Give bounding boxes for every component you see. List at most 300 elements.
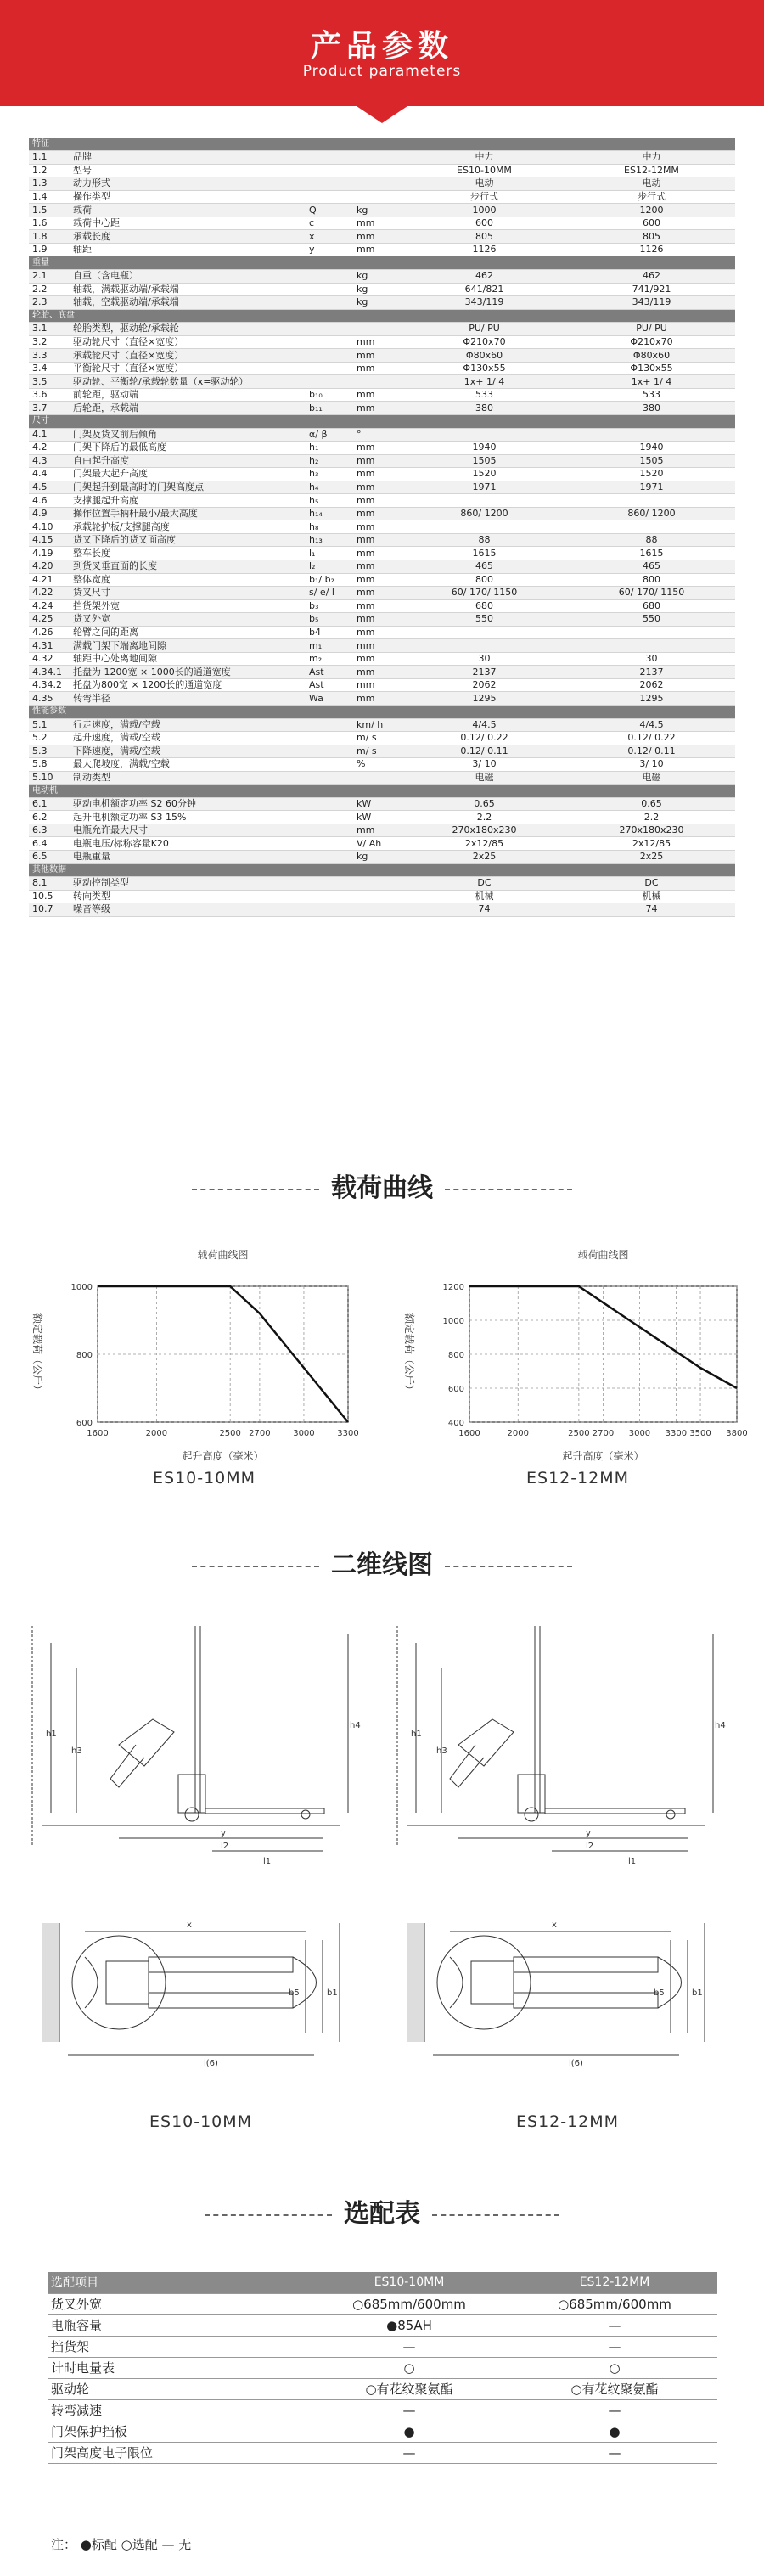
spec-cell-name: 货叉尺寸 bbox=[70, 587, 306, 600]
spec-cell-b: 680 bbox=[568, 599, 735, 613]
spec-cell-a bbox=[401, 494, 568, 508]
spec-section-header bbox=[29, 414, 735, 428]
spec-cell-a: 343/119 bbox=[401, 296, 568, 310]
spec-cell-name: 门架起升到最高时的门架高度点 bbox=[70, 481, 306, 494]
spec-cell-a bbox=[401, 639, 568, 653]
spec-cell-b: 1x+ 1/ 4 bbox=[568, 375, 735, 389]
spec-section-header bbox=[29, 256, 735, 270]
spec-cell-name: 转向类型 bbox=[70, 890, 306, 903]
spec-cell-unit: kW bbox=[353, 811, 401, 824]
spec-cell-b: ES12-12MM bbox=[568, 164, 735, 177]
spec-row bbox=[29, 824, 735, 837]
spec-section-header bbox=[29, 706, 735, 719]
spec-section-header bbox=[29, 863, 735, 877]
load-chart-es12 bbox=[380, 1240, 754, 1477]
spec-cell-unit: kg bbox=[353, 283, 401, 296]
spec-cell-name: 型号 bbox=[70, 164, 306, 177]
spec-cell-sym bbox=[306, 177, 353, 191]
spec-cell-unit: ° bbox=[353, 428, 401, 442]
spec-cell-b: 60/ 170/ 1150 bbox=[568, 587, 735, 600]
spec-cell-sym bbox=[306, 349, 353, 363]
options-cell: ● bbox=[306, 2421, 512, 2442]
options-cell: 转弯减速 bbox=[48, 2399, 306, 2421]
spec-cell-unit: mm bbox=[353, 573, 401, 587]
spec-cell-unit: kW bbox=[353, 797, 401, 811]
spec-row bbox=[29, 639, 735, 653]
spec-cell-sym: h₅ bbox=[306, 494, 353, 508]
spec-cell-sym bbox=[306, 718, 353, 732]
y-tick-label: 600 bbox=[447, 1385, 464, 1394]
spec-cell-name: 行走速度，满载/空载 bbox=[70, 718, 306, 732]
svg-text:h1: h1 bbox=[46, 1730, 57, 1739]
spec-cell-a: 4/4.5 bbox=[401, 718, 568, 732]
spec-cell-no: 4.1 bbox=[29, 428, 70, 442]
spec-cell-a: 0.12/ 0.11 bbox=[401, 745, 568, 758]
spec-cell-a: 电动 bbox=[401, 177, 568, 191]
spec-cell-a: 805 bbox=[401, 230, 568, 244]
spec-row bbox=[29, 718, 735, 732]
options-table bbox=[48, 2272, 717, 2464]
spec-cell-sym: Wa bbox=[306, 692, 353, 706]
spec-cell-unit: mm bbox=[353, 547, 401, 560]
spec-cell-unit: kg bbox=[353, 269, 401, 283]
spec-cell-a: ES10-10MM bbox=[401, 164, 568, 177]
spec-cell-unit bbox=[353, 771, 401, 785]
y-tick-label: 600 bbox=[76, 1419, 93, 1428]
spec-row bbox=[29, 362, 735, 375]
spec-cell-unit: mm bbox=[353, 243, 401, 256]
spec-cell-name: 前轮距，驱动端 bbox=[70, 388, 306, 402]
spec-cell-no: 3.5 bbox=[29, 375, 70, 389]
x-tick-label: 2000 bbox=[145, 1429, 168, 1438]
y-tick-label: 800 bbox=[76, 1351, 93, 1360]
spec-cell-b: 343/119 bbox=[568, 296, 735, 310]
options-legend: 注： ●标配 ○选配 — 无 bbox=[51, 2537, 192, 2552]
spec-row bbox=[29, 349, 735, 363]
spec-cell-no: 4.3 bbox=[29, 454, 70, 468]
spec-cell-no: 3.4 bbox=[29, 362, 70, 375]
options-header-cell: ES12-12MM bbox=[512, 2272, 717, 2293]
spec-cell-name: 驱动控制类型 bbox=[70, 877, 306, 891]
spec-cell-sym: b₅ bbox=[306, 613, 353, 627]
spec-cell-unit bbox=[353, 903, 401, 917]
y-axis-label: 额定载荷（公斤） bbox=[403, 1313, 415, 1396]
spec-cell-unit: mm bbox=[353, 666, 401, 679]
options-row bbox=[48, 2378, 717, 2399]
x-tick-label: 2500 bbox=[568, 1429, 590, 1438]
spec-row bbox=[29, 296, 735, 310]
options-cell: ○有花纹聚氨酯 bbox=[306, 2378, 512, 2399]
spec-cell-a: 550 bbox=[401, 613, 568, 627]
spec-cell-sym bbox=[306, 877, 353, 891]
x-tick-label: 2500 bbox=[219, 1429, 241, 1438]
spec-cell-unit: mm bbox=[353, 520, 401, 534]
svg-text:h4: h4 bbox=[715, 1721, 726, 1730]
spec-cell-name: 门架最大起升高度 bbox=[70, 468, 306, 481]
spec-row bbox=[29, 666, 735, 679]
spec-row bbox=[29, 797, 735, 811]
spec-cell-no: 3.2 bbox=[29, 335, 70, 349]
svg-text:y: y bbox=[586, 1829, 591, 1838]
options-header-cell: 选配项目 bbox=[48, 2272, 306, 2293]
spec-cell-no: 1.3 bbox=[29, 177, 70, 191]
spec-cell-a: 2062 bbox=[401, 678, 568, 692]
spec-cell-a: DC bbox=[401, 877, 568, 891]
svg-text:x: x bbox=[552, 1921, 557, 1930]
options-row bbox=[48, 2357, 717, 2378]
spec-cell-no: 2.2 bbox=[29, 283, 70, 296]
spec-row bbox=[29, 560, 735, 574]
spec-cell-no: 1.4 bbox=[29, 190, 70, 204]
spec-cell-no: 4.5 bbox=[29, 481, 70, 494]
spec-cell-b: Φ210x70 bbox=[568, 335, 735, 349]
spec-cell-no: 5.3 bbox=[29, 745, 70, 758]
options-cell: 电瓶容量 bbox=[48, 2314, 306, 2336]
spec-cell-a: 1971 bbox=[401, 481, 568, 494]
spec-row bbox=[29, 758, 735, 772]
spec-cell-b: Φ130x55 bbox=[568, 362, 735, 375]
spec-row bbox=[29, 335, 735, 349]
chart-title: 载荷曲线图 bbox=[197, 1249, 249, 1261]
spec-row bbox=[29, 204, 735, 217]
spec-cell-name: 载荷 bbox=[70, 204, 306, 217]
spec-row bbox=[29, 573, 735, 587]
spec-cell-b: 1505 bbox=[568, 454, 735, 468]
spec-row bbox=[29, 164, 735, 177]
spec-cell-no: 4.22 bbox=[29, 587, 70, 600]
spec-section-header bbox=[29, 785, 735, 798]
svg-text:h4: h4 bbox=[350, 1721, 361, 1730]
spec-cell-unit: m/ s bbox=[353, 732, 401, 745]
spec-cell-unit: mm bbox=[353, 639, 401, 653]
spec-row bbox=[29, 494, 735, 508]
spec-section-label: 特征 bbox=[29, 138, 735, 151]
spec-row bbox=[29, 877, 735, 891]
spec-cell-name: 门架及货叉前后倾角 bbox=[70, 428, 306, 442]
spec-cell-b: DC bbox=[568, 877, 735, 891]
spec-row bbox=[29, 811, 735, 824]
x-tick-label: 1600 bbox=[458, 1429, 480, 1438]
spec-cell-unit: mm bbox=[353, 217, 401, 230]
options-cell: ○685mm/600mm bbox=[512, 2293, 717, 2314]
svg-text:b1: b1 bbox=[327, 1988, 338, 1998]
spec-cell-unit bbox=[353, 190, 401, 204]
spec-cell-no: 10.5 bbox=[29, 890, 70, 903]
spec-cell-sym: h₈ bbox=[306, 520, 353, 534]
options-row bbox=[48, 2293, 717, 2314]
spec-cell-b: 800 bbox=[568, 573, 735, 587]
spec-cell-unit: mm bbox=[353, 468, 401, 481]
spec-cell-a: 3/ 10 bbox=[401, 758, 568, 772]
spec-cell-no: 3.7 bbox=[29, 402, 70, 415]
spec-cell-b: 1940 bbox=[568, 442, 735, 455]
spec-cell-b bbox=[568, 494, 735, 508]
spec-cell-name: 货叉下降后的货叉面高度 bbox=[70, 533, 306, 547]
side-view-es12 bbox=[390, 1617, 730, 1872]
y-tick-label: 400 bbox=[447, 1419, 464, 1428]
spec-row bbox=[29, 217, 735, 230]
spec-cell-no: 1.6 bbox=[29, 217, 70, 230]
spec-cell-no: 4.25 bbox=[29, 613, 70, 627]
x-axis-label: 起升高度（毫米） bbox=[182, 1450, 264, 1462]
spec-row bbox=[29, 468, 735, 481]
spec-cell-name: 驱动电机额定功率 S2 60分钟 bbox=[70, 797, 306, 811]
spec-section-label: 性能参数 bbox=[29, 706, 735, 719]
spec-cell-sym bbox=[306, 269, 353, 283]
spec-cell-sym bbox=[306, 851, 353, 864]
spec-section-label: 重量 bbox=[29, 256, 735, 270]
spec-cell-a: 2137 bbox=[401, 666, 568, 679]
spec-table bbox=[29, 138, 735, 917]
spec-cell-name: 满载门架下端离地间隙 bbox=[70, 639, 306, 653]
svg-text:b5: b5 bbox=[654, 1988, 665, 1998]
spec-cell-name: 最大爬坡度，满载/空载 bbox=[70, 758, 306, 772]
spec-cell-b: 步行式 bbox=[568, 190, 735, 204]
spec-cell-a: 1126 bbox=[401, 243, 568, 256]
spec-cell-sym: h₄ bbox=[306, 481, 353, 494]
spec-cell-unit: mm bbox=[353, 560, 401, 574]
spec-cell-a: 380 bbox=[401, 402, 568, 415]
spec-cell-unit: mm bbox=[353, 349, 401, 363]
spec-row bbox=[29, 626, 735, 639]
spec-cell-b bbox=[568, 520, 735, 534]
spec-section-header bbox=[29, 309, 735, 323]
options-cell: 门架保护挡板 bbox=[48, 2421, 306, 2442]
options-row bbox=[48, 2421, 717, 2442]
spec-row bbox=[29, 613, 735, 627]
spec-cell-a: 电磁 bbox=[401, 771, 568, 785]
spec-cell-a: 600 bbox=[401, 217, 568, 230]
spec-cell-a: 0.65 bbox=[401, 797, 568, 811]
y-tick-label: 1200 bbox=[442, 1283, 464, 1292]
spec-row bbox=[29, 547, 735, 560]
spec-cell-name: 动力形式 bbox=[70, 177, 306, 191]
spec-cell-unit: % bbox=[353, 758, 401, 772]
svg-text:h3: h3 bbox=[71, 1746, 82, 1756]
spec-cell-name: 驱动轮尺寸（直径×宽度） bbox=[70, 335, 306, 349]
spec-cell-sym: Ast bbox=[306, 678, 353, 692]
spec-cell-name: 轮胎类型，驱动轮/承载轮 bbox=[70, 323, 306, 336]
spec-cell-sym: x bbox=[306, 230, 353, 244]
spec-cell-a: 860/ 1200 bbox=[401, 507, 568, 520]
spec-cell-no: 5.1 bbox=[29, 718, 70, 732]
spec-cell-sym: s/ e/ l bbox=[306, 587, 353, 600]
spec-cell-a: 1x+ 1/ 4 bbox=[401, 375, 568, 389]
spec-cell-a: 1505 bbox=[401, 454, 568, 468]
spec-cell-a: 270x180x230 bbox=[401, 824, 568, 837]
spec-cell-unit: mm bbox=[353, 442, 401, 455]
x-tick-label: 2700 bbox=[249, 1429, 271, 1438]
svg-text:l(6): l(6) bbox=[569, 2059, 583, 2068]
spec-cell-name: 起升电机额定功率 S3 15% bbox=[70, 811, 306, 824]
spec-row bbox=[29, 533, 735, 547]
spec-cell-name: 制动类型 bbox=[70, 771, 306, 785]
spec-cell-sym bbox=[306, 190, 353, 204]
spec-cell-unit: mm bbox=[353, 599, 401, 613]
x-tick-label: 2000 bbox=[507, 1429, 529, 1438]
spec-cell-name: 托盘为 1200宽 × 1000长的通道宽度 bbox=[70, 666, 306, 679]
spec-row bbox=[29, 454, 735, 468]
chart-model-es10: ES10-10MM bbox=[153, 1469, 256, 1488]
spec-cell-b: 3/ 10 bbox=[568, 758, 735, 772]
spec-cell-sym bbox=[306, 732, 353, 745]
options-cell: — bbox=[512, 2336, 717, 2357]
spec-cell-a: Φ130x55 bbox=[401, 362, 568, 375]
spec-cell-no: 1.1 bbox=[29, 151, 70, 165]
spec-cell-b: 465 bbox=[568, 560, 735, 574]
spec-cell-unit: m/ s bbox=[353, 745, 401, 758]
spec-section-label: 尺寸 bbox=[29, 414, 735, 428]
spec-cell-a: Φ80x60 bbox=[401, 349, 568, 363]
spec-cell-sym: b₁₁ bbox=[306, 402, 353, 415]
spec-cell-a: 680 bbox=[401, 599, 568, 613]
spec-cell-unit: mm bbox=[353, 494, 401, 508]
svg-text:l2: l2 bbox=[221, 1842, 229, 1851]
spec-row bbox=[29, 890, 735, 903]
drawing-title: 二维线图 bbox=[0, 1544, 764, 1581]
spec-cell-sym: y bbox=[306, 243, 353, 256]
spec-cell-b: 380 bbox=[568, 402, 735, 415]
spec-row bbox=[29, 692, 735, 706]
spec-row bbox=[29, 837, 735, 851]
spec-cell-name: 电瓶重量 bbox=[70, 851, 306, 864]
spec-row bbox=[29, 190, 735, 204]
spec-row bbox=[29, 507, 735, 520]
spec-cell-a: 1940 bbox=[401, 442, 568, 455]
spec-cell-unit bbox=[353, 323, 401, 336]
spec-cell-unit: mm bbox=[353, 388, 401, 402]
options-cell: ○ bbox=[306, 2357, 512, 2378]
spec-cell-sym bbox=[306, 745, 353, 758]
svg-text:l(6): l(6) bbox=[204, 2059, 218, 2068]
spec-cell-a: 641/821 bbox=[401, 283, 568, 296]
spec-cell-unit: kg bbox=[353, 204, 401, 217]
svg-text:l1: l1 bbox=[263, 1857, 272, 1866]
spec-cell-no: 4.34.1 bbox=[29, 666, 70, 679]
spec-row bbox=[29, 177, 735, 191]
spec-cell-sym bbox=[306, 903, 353, 917]
spec-cell-sym bbox=[306, 151, 353, 165]
spec-cell-b: 600 bbox=[568, 217, 735, 230]
spec-row bbox=[29, 151, 735, 165]
spec-cell-a: 465 bbox=[401, 560, 568, 574]
spec-cell-unit bbox=[353, 877, 401, 891]
spec-cell-unit: mm bbox=[353, 652, 401, 666]
spec-cell-name: 操作位置手柄杆最小/最大高度 bbox=[70, 507, 306, 520]
spec-cell-b: 1615 bbox=[568, 547, 735, 560]
spec-cell-b: 550 bbox=[568, 613, 735, 627]
spec-cell-no: 4.31 bbox=[29, 639, 70, 653]
spec-cell-a: 88 bbox=[401, 533, 568, 547]
spec-cell-sym: b4 bbox=[306, 626, 353, 639]
spec-cell-name: 轴载，满载驱动端/承载端 bbox=[70, 283, 306, 296]
spec-cell-no: 3.3 bbox=[29, 349, 70, 363]
spec-cell-name: 整车长度 bbox=[70, 547, 306, 560]
spec-cell-unit: kg bbox=[353, 851, 401, 864]
spec-cell-no: 2.1 bbox=[29, 269, 70, 283]
y-tick-label: 1000 bbox=[442, 1317, 464, 1326]
spec-cell-unit bbox=[353, 177, 401, 191]
load-chart-es10 bbox=[8, 1240, 365, 1477]
spec-cell-no: 6.5 bbox=[29, 851, 70, 864]
spec-cell-unit: mm bbox=[353, 402, 401, 415]
spec-cell-name: 后轮距，承载端 bbox=[70, 402, 306, 415]
spec-row bbox=[29, 283, 735, 296]
spec-cell-b: 0.65 bbox=[568, 797, 735, 811]
top-view-es12 bbox=[399, 1889, 730, 2084]
spec-cell-sym bbox=[306, 164, 353, 177]
spec-cell-b: 0.12/ 0.22 bbox=[568, 732, 735, 745]
spec-cell-sym bbox=[306, 758, 353, 772]
spec-cell-b: 2137 bbox=[568, 666, 735, 679]
spec-cell-sym bbox=[306, 811, 353, 824]
options-header-cell: ES10-10MM bbox=[306, 2272, 512, 2293]
spec-cell-unit bbox=[353, 164, 401, 177]
spec-cell-sym: l₁ bbox=[306, 547, 353, 560]
header-banner bbox=[0, 0, 764, 127]
spec-cell-sym: m₁ bbox=[306, 639, 353, 653]
spec-cell-name: 转弯半径 bbox=[70, 692, 306, 706]
spec-cell-name: 自由起升高度 bbox=[70, 454, 306, 468]
spec-cell-a: 2x25 bbox=[401, 851, 568, 864]
options-cell: — bbox=[512, 2314, 717, 2336]
x-tick-label: 1600 bbox=[87, 1429, 109, 1438]
spec-cell-unit: mm bbox=[353, 507, 401, 520]
spec-cell-name: 起升速度，满载/空载 bbox=[70, 732, 306, 745]
spec-cell-unit: mm bbox=[353, 230, 401, 244]
options-cell: 门架高度电子限位 bbox=[48, 2442, 306, 2463]
spec-cell-sym: Ast bbox=[306, 666, 353, 679]
spec-cell-name: 整体宽度 bbox=[70, 573, 306, 587]
options-cell: 计时电量表 bbox=[48, 2357, 306, 2378]
spec-cell-no: 4.21 bbox=[29, 573, 70, 587]
options-cell: — bbox=[306, 2336, 512, 2357]
spec-row bbox=[29, 520, 735, 534]
spec-cell-no: 3.1 bbox=[29, 323, 70, 336]
x-tick-label: 3000 bbox=[628, 1429, 651, 1438]
spec-cell-unit: kg bbox=[353, 296, 401, 310]
spec-cell-a: PU/ PU bbox=[401, 323, 568, 336]
spec-cell-b bbox=[568, 626, 735, 639]
spec-cell-b: 1971 bbox=[568, 481, 735, 494]
options-cell: — bbox=[512, 2399, 717, 2421]
spec-cell-a: 30 bbox=[401, 652, 568, 666]
spec-cell-no: 4.32 bbox=[29, 652, 70, 666]
spec-cell-sym bbox=[306, 375, 353, 389]
spec-cell-name: 轴载，空载驱动端/承载端 bbox=[70, 296, 306, 310]
spec-cell-no: 1.5 bbox=[29, 204, 70, 217]
spec-row bbox=[29, 323, 735, 336]
spec-cell-b: 741/921 bbox=[568, 283, 735, 296]
spec-cell-name: 下降速度，满载/空载 bbox=[70, 745, 306, 758]
spec-cell-a: 步行式 bbox=[401, 190, 568, 204]
options-cell: — bbox=[512, 2442, 717, 2463]
spec-cell-no: 4.10 bbox=[29, 520, 70, 534]
spec-cell-b: 1295 bbox=[568, 692, 735, 706]
spec-row bbox=[29, 243, 735, 256]
y-tick-label: 1000 bbox=[70, 1283, 93, 1292]
spec-cell-a: 2x12/85 bbox=[401, 837, 568, 851]
spec-cell-name: 载荷中心距 bbox=[70, 217, 306, 230]
spec-cell-b: 1126 bbox=[568, 243, 735, 256]
spec-cell-no: 4.34.2 bbox=[29, 678, 70, 692]
spec-cell-no: 3.6 bbox=[29, 388, 70, 402]
spec-cell-b: 电动 bbox=[568, 177, 735, 191]
spec-row bbox=[29, 428, 735, 442]
x-tick-label: 3800 bbox=[726, 1429, 748, 1438]
spec-cell-a: 462 bbox=[401, 269, 568, 283]
spec-row bbox=[29, 732, 735, 745]
